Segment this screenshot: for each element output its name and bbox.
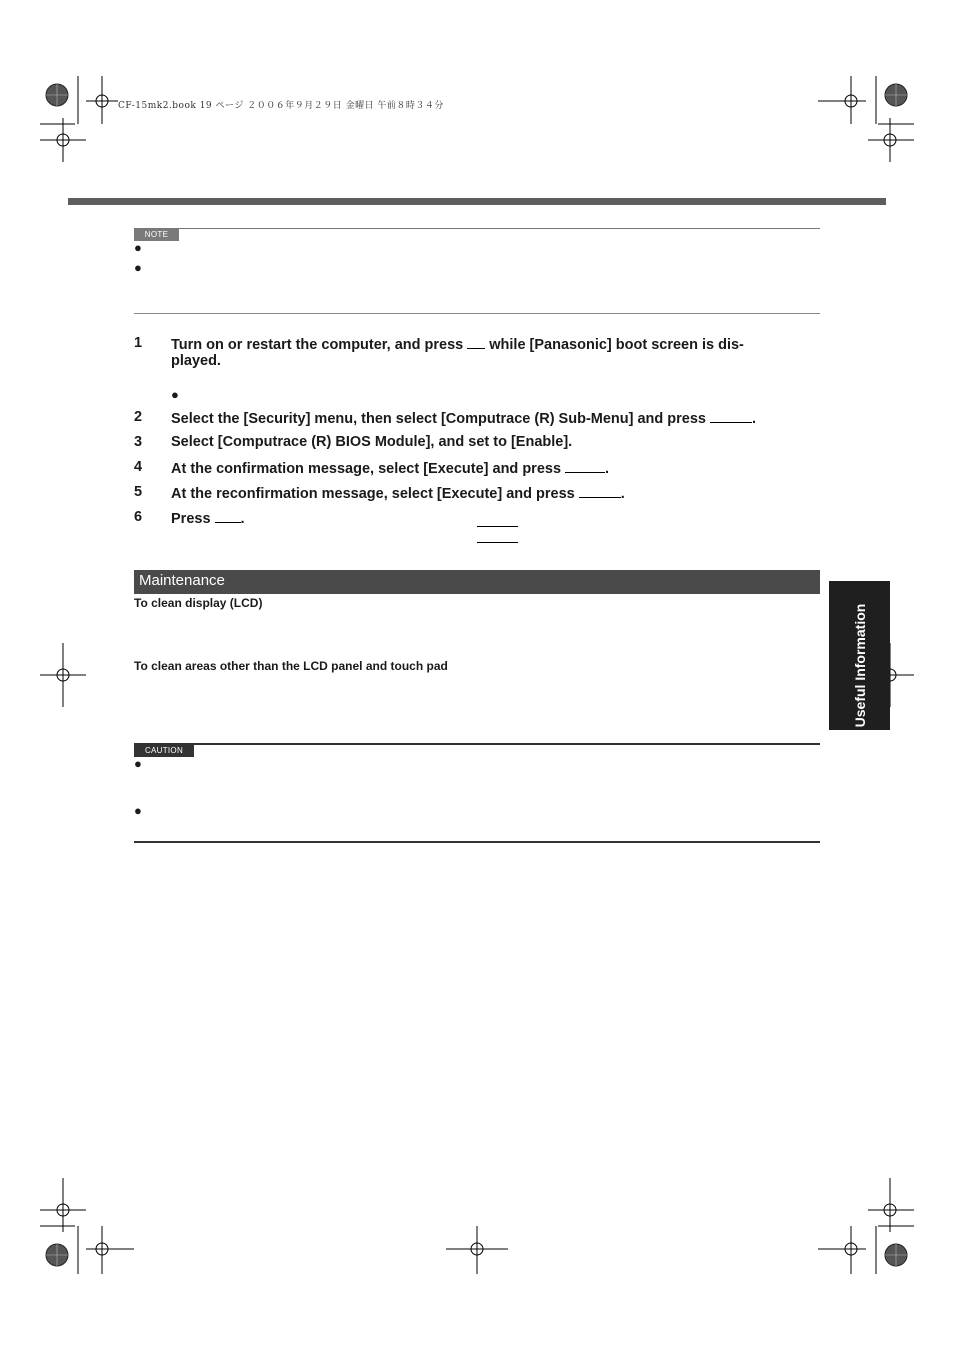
step-number: 2 bbox=[134, 409, 143, 425]
note-top-rule bbox=[134, 228, 820, 229]
key-placeholder bbox=[215, 508, 241, 523]
maintenance-section-bar bbox=[134, 570, 820, 594]
step-1-post: while [Panasonic] boot screen is dis- bbox=[489, 337, 744, 353]
step-1-line2: played. bbox=[171, 353, 221, 369]
subheading-clean-other-areas: To clean areas other than the LCD panel and touch pad bbox=[134, 659, 448, 673]
step-6-text bbox=[171, 508, 245, 529]
step-2-text bbox=[171, 408, 756, 429]
step-2-post: . bbox=[752, 411, 757, 427]
key-placeholder-line bbox=[477, 542, 518, 543]
key-placeholder bbox=[710, 408, 752, 423]
step-number: 5 bbox=[134, 484, 143, 500]
note-bullet-2: ● bbox=[134, 260, 142, 275]
step-1-pre: Turn on or restart the computer, and press bbox=[171, 337, 464, 353]
note-bullet-1: ● bbox=[134, 240, 142, 255]
step-5-post: . bbox=[620, 486, 625, 502]
step-2-pre: Select the [Security] menu, then select [Computrace (R) Sub-Menu] and press bbox=[171, 411, 706, 427]
step-6-pre: Press bbox=[171, 511, 211, 527]
key-placeholder-line bbox=[477, 526, 518, 527]
subheading-clean-display: To clean display (LCD) bbox=[134, 596, 263, 610]
step-number: 4 bbox=[134, 459, 143, 475]
key-placeholder bbox=[579, 483, 621, 498]
step-number: 6 bbox=[134, 509, 143, 525]
step-number: 1 bbox=[134, 335, 143, 351]
file-info-header: CF-15mk2.book 19 ページ ２００６年９月２９日 金曜日 午前８時３４分 bbox=[118, 101, 444, 111]
step-5-text bbox=[171, 483, 625, 504]
caution-tag: CAUTION bbox=[134, 745, 194, 757]
caution-top-rule bbox=[134, 743, 820, 745]
key-placeholder bbox=[467, 334, 485, 349]
step-1-text bbox=[171, 334, 744, 355]
step-3-text: Select [Computrace (R) BIOS Module], and set to [Enable]. bbox=[171, 434, 573, 450]
step-1-bullet: ● bbox=[171, 387, 179, 402]
note-tag: NOTE bbox=[134, 229, 179, 241]
side-tab-label: Useful Information bbox=[851, 603, 868, 728]
maintenance-title: Maintenance bbox=[139, 572, 225, 589]
key-placeholder bbox=[565, 458, 605, 473]
top-divider-bar bbox=[68, 198, 886, 205]
step-4-post: . bbox=[605, 461, 610, 477]
step-5-pre: At the reconfirmation message, select [Execute] and press bbox=[171, 486, 575, 502]
step-4-text bbox=[171, 458, 609, 479]
step-number: 3 bbox=[134, 434, 143, 450]
side-tab-useful-information[interactable] bbox=[829, 581, 890, 730]
caution-bottom-rule bbox=[134, 841, 820, 843]
caution-bullet-1: ● bbox=[134, 756, 142, 771]
note-bottom-rule bbox=[134, 313, 820, 314]
caution-bullet-2: ● bbox=[134, 803, 142, 818]
step-4-pre: At the confirmation message, select [Execute] and press bbox=[171, 461, 562, 477]
step-6-post: . bbox=[240, 511, 245, 527]
